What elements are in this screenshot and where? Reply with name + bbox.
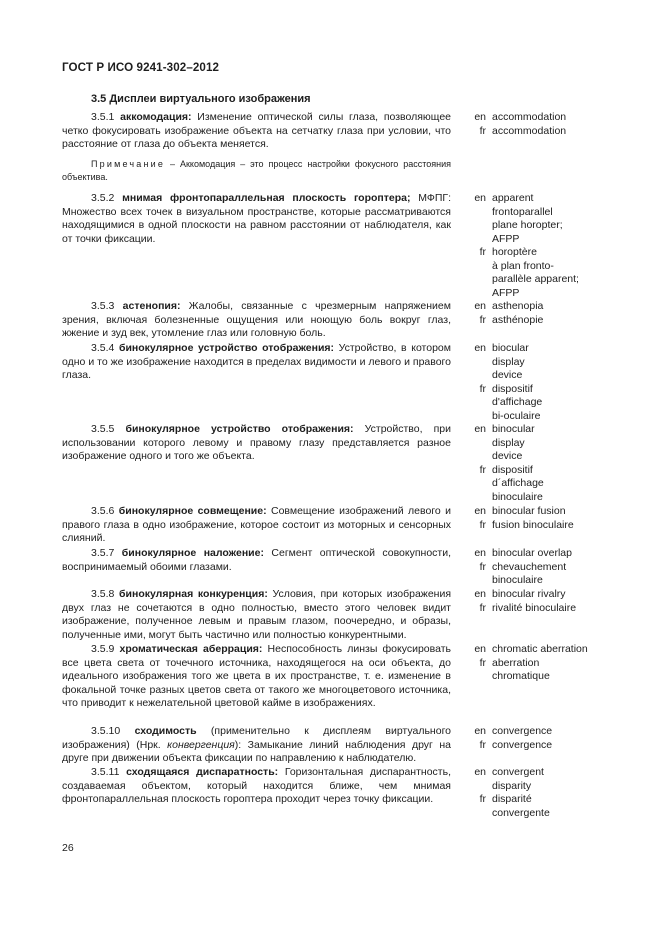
term-name: бинокулярная конкуренция: xyxy=(119,588,268,600)
lang-code-fr: fr xyxy=(479,124,486,137)
note-text: – Аккомодация – это процесс настройки фокусного расстояния объектива. xyxy=(62,159,451,182)
term-name: бинокулярное устройство отображения: xyxy=(125,423,354,435)
equivalents-3-5-4 xyxy=(467,342,597,423)
equivalents-3-5-2 xyxy=(467,192,597,300)
equivalent-en: accommodation xyxy=(492,111,567,123)
term-name: мнимая фронтопараллельная плоскость гороптера; xyxy=(122,192,411,204)
term-name: аккомодация: xyxy=(120,111,192,123)
equivalent-fr: rivalité binoculaire xyxy=(492,601,577,614)
equivalent-fr: dispositif d'affichage bi-oculaire xyxy=(492,382,543,422)
equivalents-3-5-3 xyxy=(467,300,597,327)
term-name: сходимость xyxy=(134,725,197,737)
term-definition: Жалобы, связанные с чрезмерным напряжением зрения, включая болезненные ощущения или ноющую боль вокруг глаз, жжение и зуд век, утомление глаз или головную боль. xyxy=(62,300,451,339)
equivalent-en: binocular overlap xyxy=(492,547,572,559)
equivalents-3-5-9 xyxy=(467,643,597,684)
term-definition: Устройство, в котором одно и то же изображение находится в пределах видимости и левого и правого глаза. xyxy=(62,342,451,381)
term-number: 3.5.10 xyxy=(91,725,121,737)
lang-code-fr: fr xyxy=(479,246,486,258)
term-entry-3-5-7 xyxy=(62,547,451,574)
term-name: сходящаяся диспаратность: xyxy=(126,766,279,778)
equivalent-en: convergence xyxy=(492,725,553,737)
equivalents-3-5-6 xyxy=(467,505,597,532)
term-definition: Неспособность линзы фокусировать все цвета света от точечного источника, находящегося на оси объекта, до идеального изображения того же цвета в их пространстве, т. е. изменение в фокальной точке разных цветов света от такого же многоцветового источника, что приводит к нежелательной цветовой кайме в изображениях. xyxy=(62,643,451,709)
term-entry-3-5-11 xyxy=(62,766,451,807)
term-definition: Сегмент оптической совокупности, воспринимаемый обоими глазами. xyxy=(62,547,451,573)
note-accommodation xyxy=(62,158,451,183)
equivalent-en: binocular rivalry xyxy=(492,588,566,600)
term-name: бинокулярное наложение: xyxy=(121,547,264,559)
equivalent-en: biocular display device xyxy=(492,342,529,381)
term-entry-3-5-3 xyxy=(62,300,451,341)
term-entry-3-5-1 xyxy=(62,111,451,152)
term-definition: Устройство, при использовании которого левому и правому глазу представляется разное изображение одного и того же объекта. xyxy=(62,423,451,462)
term-number: 3.5.8 xyxy=(91,588,115,600)
term-entry-3-5-4 xyxy=(62,342,451,383)
section-title: 3.5 Дисплеи виртуального изображения xyxy=(91,93,311,105)
equivalent-en: binocular display device xyxy=(492,423,535,462)
equivalents-3-5-7 xyxy=(467,547,597,588)
equivalents-3-5-5 xyxy=(467,423,597,504)
term-number: 3.5.2 xyxy=(91,192,115,204)
term-name: астенопия: xyxy=(122,300,181,312)
equivalents-3-5-11 xyxy=(467,766,597,820)
lang-code-fr: fr xyxy=(479,656,486,669)
term-entry-3-5-8 xyxy=(62,588,451,642)
equivalents-3-5-10 xyxy=(467,725,597,752)
lang-code-en: en xyxy=(474,192,486,204)
term-name: хроматическая аберрация: xyxy=(119,643,263,655)
equivalent-fr: horoptère à plan fronto- parallèle apparent; AFPP xyxy=(492,246,579,299)
term-definition: МФПГ: Множество всех точек в визуальном пространстве, которые рассматриваются находящимися в одной плоскости на равном расстоянии от наблюдателя, как от точки фиксации. xyxy=(62,192,451,245)
lang-code-en: en xyxy=(474,505,486,517)
term-entry-3-5-6 xyxy=(62,505,451,546)
equivalent-fr: asthénopie xyxy=(492,313,544,326)
equivalent-fr: aberration chromatique xyxy=(492,656,550,682)
term-entry-3-5-2 xyxy=(62,192,451,246)
lang-code-en: en xyxy=(474,725,486,737)
term-number: 3.5.6 xyxy=(91,505,115,517)
lang-code-fr: fr xyxy=(479,560,486,573)
term-entry-3-5-9 xyxy=(62,643,451,711)
term-number: 3.5.11 xyxy=(91,766,120,778)
equivalents-3-5-1 xyxy=(467,111,597,138)
lang-code-fr: fr xyxy=(479,313,486,326)
term-definition: Горизонтальная диспарантность, создаваемая объектом, который находится ближе, чем мнимая фронтопараллельная плоскость гороптера проходит через точку фиксации. xyxy=(62,766,451,805)
term-definition: Изменение оптической силы глаза, позволяющее четко фокусировать изображение объекта на сетчатку глаза при условии, что расстояние от глаза до объекта меняется. xyxy=(62,111,451,150)
equivalent-en: binocular fusion xyxy=(492,505,566,517)
term-name: бинокулярное устройство отображения: xyxy=(118,342,335,354)
document-header: ГОСТ Р ИСО 9241-302–2012 xyxy=(62,61,220,74)
lang-code-fr: fr xyxy=(479,518,486,531)
term-number: 3.5.5 xyxy=(91,423,115,435)
equivalent-fr: accommodation xyxy=(492,124,567,137)
lang-code-en: en xyxy=(474,111,486,123)
lang-code-en: en xyxy=(474,766,486,778)
equivalent-fr: disparité convergente xyxy=(492,793,550,819)
term-number: 3.5.7 xyxy=(91,547,115,559)
lang-code-fr: fr xyxy=(479,382,486,395)
lang-code-fr: fr xyxy=(479,738,486,751)
note-label: Примечание xyxy=(91,159,166,169)
term-number: 3.5.3 xyxy=(91,300,115,312)
term-definition-part: ): Замыкание линий наблюдения друг на друге при движении объекта фиксации по направлению к наблюдателю. xyxy=(62,738,451,764)
equivalent-fr: chevauchement binoculaire xyxy=(492,560,567,586)
equivalent-en: apparent frontoparallel plane horopter; AFPP xyxy=(492,192,563,245)
term-definition: Условия, при которых изображения двух глаз не сочетаются в одно полностью, вместо этого человек видит изображение, полученное левым и правым глазом, поочередно, и образы, полученные ими, могут быть частично или полностью конкурентными. xyxy=(62,588,452,641)
page-number: 26 xyxy=(62,842,74,854)
term-definition: Совмещение изображений левого и правого глаза в одно изображение, которое состоит из моторных и сенсорных слияний. xyxy=(62,505,452,544)
lang-code-en: en xyxy=(474,547,486,559)
deprecated-term: конвергенция xyxy=(167,738,235,751)
lang-code-fr: fr xyxy=(479,463,486,476)
equivalent-en: convergent disparity xyxy=(492,766,544,792)
lang-code-fr: fr xyxy=(479,601,486,614)
lang-code-en: en xyxy=(474,643,486,655)
equivalent-en: asthenopia xyxy=(492,300,544,312)
lang-code-fr: fr xyxy=(479,793,486,805)
term-definition-part: (применительно к дисплеям виртуального изображения) (Нрк. xyxy=(62,725,452,751)
lang-code-en: en xyxy=(474,588,486,600)
equivalent-fr: convergence xyxy=(492,738,553,751)
lang-code-en: en xyxy=(474,300,486,312)
equivalent-en: chromatic aberration xyxy=(492,643,588,655)
equivalents-3-5-8 xyxy=(467,588,597,615)
equivalent-fr: dispositif d´affichage binoculaire xyxy=(492,463,544,503)
term-entry-3-5-5 xyxy=(62,423,451,464)
lang-code-en: en xyxy=(474,423,486,435)
term-number: 3.5.4 xyxy=(91,342,115,354)
equivalent-fr: fusion binoculaire xyxy=(492,518,574,531)
lang-code-en: en xyxy=(474,342,486,354)
term-entry-3-5-10 xyxy=(62,725,451,766)
term-name: бинокулярное совмещение: xyxy=(118,505,267,517)
term-number: 3.5.9 xyxy=(91,643,115,655)
term-number: 3.5.1 xyxy=(91,111,115,123)
